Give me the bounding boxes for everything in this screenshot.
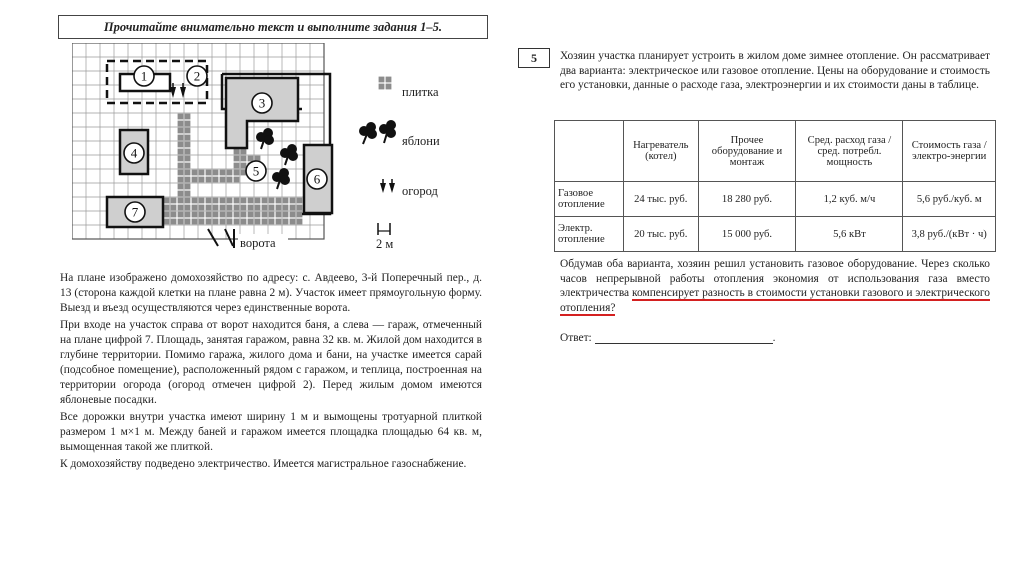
table-cell: 1,2 куб. м/ч — [796, 182, 903, 217]
table-row — [555, 182, 996, 217]
tile — [185, 128, 191, 134]
tile — [269, 205, 275, 211]
tile — [171, 198, 177, 204]
tile — [241, 219, 247, 225]
tile — [164, 198, 170, 204]
site-plan — [72, 43, 484, 265]
scale-label: 2 м — [376, 237, 394, 251]
tile — [192, 212, 198, 218]
tile — [386, 77, 392, 83]
tile — [178, 184, 184, 190]
tile — [234, 163, 240, 169]
table-cell: 5,6 руб./куб. м — [903, 182, 996, 217]
tile — [227, 219, 233, 225]
table-cell: 24 тыс. руб. — [624, 182, 699, 217]
tile — [199, 198, 205, 204]
tile — [185, 205, 191, 211]
table-header-row — [555, 121, 996, 182]
table-header-cell — [555, 121, 624, 182]
tile — [213, 170, 219, 176]
tile — [213, 177, 219, 183]
tile — [199, 205, 205, 211]
tile — [185, 198, 191, 204]
table-cell: Газовое отопление — [555, 182, 624, 217]
svg-text:7: 7 — [131, 204, 139, 220]
tile — [262, 212, 268, 218]
tile — [248, 212, 254, 218]
plan-number-6 — [307, 169, 327, 189]
tile — [379, 84, 385, 90]
gate-left — [208, 229, 218, 246]
tile — [255, 212, 261, 218]
table-cell: 20 тыс. руб. — [624, 217, 699, 252]
tile — [199, 170, 205, 176]
tile — [269, 219, 275, 225]
tile — [206, 170, 212, 176]
tile — [297, 219, 303, 225]
question-text — [560, 257, 990, 315]
tile — [164, 212, 170, 218]
tile — [290, 219, 296, 225]
tile — [178, 114, 184, 120]
tile — [241, 163, 247, 169]
tile — [178, 149, 184, 155]
tile — [171, 205, 177, 211]
tile — [227, 177, 233, 183]
tile — [248, 219, 254, 225]
tile — [178, 177, 184, 183]
table-header-cell: Сред. расход газа / сред. потребл. мощность — [796, 121, 903, 182]
tile — [178, 163, 184, 169]
tile — [262, 219, 268, 225]
tile — [269, 212, 275, 218]
tile — [206, 219, 212, 225]
tile — [213, 205, 219, 211]
tile — [220, 198, 226, 204]
tile — [290, 205, 296, 211]
tile — [290, 198, 296, 204]
tile — [290, 212, 296, 218]
tile — [248, 156, 254, 162]
tile — [220, 205, 226, 211]
tile — [220, 177, 226, 183]
task-number: 5 — [518, 48, 550, 68]
table-header-cell: Нагреватель (котел) — [624, 121, 699, 182]
svg-text:4: 4 — [130, 145, 138, 161]
table-cell: 18 280 руб. — [698, 182, 796, 217]
tile — [178, 142, 184, 148]
tile — [255, 219, 261, 225]
tile — [220, 212, 226, 218]
tile — [241, 198, 247, 204]
question-part-a: Обдумав оба варианта, хозяин решил установить газовое оборудование. Через сколько часов непрерывной работы отопления экономия от использования газа вместо электричества — [560, 258, 990, 299]
tile — [178, 128, 184, 134]
tile — [199, 177, 205, 183]
svg-text:5: 5 — [252, 163, 260, 179]
tile — [241, 212, 247, 218]
tile — [241, 205, 247, 211]
tile — [386, 84, 392, 90]
tile — [185, 163, 191, 169]
answer-row — [560, 331, 775, 344]
tile — [234, 212, 240, 218]
table-header-cell: Стоимость газа / электро-энергии — [903, 121, 996, 182]
table-cell: 15 000 руб. — [698, 217, 796, 252]
table-cell: 3,8 руб./(кВт · ч) — [903, 217, 996, 252]
tile — [185, 156, 191, 162]
tile — [297, 205, 303, 211]
tile — [206, 177, 212, 183]
tile-legend-icon — [379, 77, 392, 90]
table-header-cell: Прочее оборудование и монтаж — [698, 121, 796, 182]
tile — [185, 191, 191, 197]
tile — [178, 212, 184, 218]
tile — [178, 198, 184, 204]
tile — [185, 135, 191, 141]
cost-table — [554, 120, 996, 252]
tile — [283, 219, 289, 225]
svg-text:6: 6 — [313, 171, 321, 187]
plan-number-7 — [125, 202, 145, 222]
tile — [262, 198, 268, 204]
tile — [255, 205, 261, 211]
apple-tree-icon — [272, 168, 290, 189]
plan-paragraph-4: К домохозяйству подведено электричество. Имеется магистральное газоснабжение. — [60, 458, 467, 470]
tile — [178, 156, 184, 162]
tile — [248, 198, 254, 204]
table-cell: Электр. отопление — [555, 217, 624, 252]
svg-text:2: 2 — [193, 68, 201, 84]
apple-legend-icon — [359, 120, 396, 144]
plan-paragraph-3: Все дорожки внутри участка имеют ширину 1 м и вымощены тротуарной плиткой размером 1 м×1 м. Между баней и гаражом имеется площадка площадью 64 кв. м, вымощенная такой же плиткой. — [60, 411, 482, 453]
tile — [185, 121, 191, 127]
tile — [213, 198, 219, 204]
instructions-header: Прочитайте внимательно текст и выполните задания 1–5. — [58, 15, 488, 39]
tile — [220, 170, 226, 176]
tile — [192, 177, 198, 183]
gate-label: ворота — [240, 236, 276, 250]
tile — [185, 212, 191, 218]
tile — [213, 212, 219, 218]
tile — [178, 219, 184, 225]
task-text: Хозяин участка планирует устроить в жилом доме зимнее отопление. Он рассматривает два варианта: электрическое или газовое отопление. Цены на оборудование и стоимость его установки, данные о расходе газа, электроэнергии и их стоимости даны в таблице. — [560, 50, 990, 91]
tile — [171, 212, 177, 218]
tile — [178, 135, 184, 141]
tile — [283, 198, 289, 204]
tile — [269, 198, 275, 204]
tile — [276, 212, 282, 218]
tile — [206, 198, 212, 204]
tile — [234, 149, 240, 155]
tile — [234, 205, 240, 211]
tile — [227, 212, 233, 218]
legend-tile-label: плитка — [402, 85, 439, 99]
apple-trees — [256, 128, 298, 189]
tile — [185, 149, 191, 155]
plan-number-2 — [187, 66, 207, 86]
tile — [297, 212, 303, 218]
tile — [262, 205, 268, 211]
tile — [185, 114, 191, 120]
tile — [164, 205, 170, 211]
tile — [248, 205, 254, 211]
tile — [192, 170, 198, 176]
tile — [234, 156, 240, 162]
tile — [192, 205, 198, 211]
svg-text:1: 1 — [140, 68, 148, 84]
tile — [283, 205, 289, 211]
tile — [185, 177, 191, 183]
answer-dot: . — [772, 332, 776, 344]
plan-number-3 — [252, 93, 272, 113]
tile — [178, 205, 184, 211]
tile — [178, 170, 184, 176]
tile — [379, 77, 385, 83]
svg-text:3: 3 — [258, 95, 266, 111]
tile — [185, 170, 191, 176]
tile — [220, 219, 226, 225]
tile — [227, 198, 233, 204]
tile — [206, 212, 212, 218]
tile — [234, 219, 240, 225]
tile — [234, 198, 240, 204]
apple-tree-icon — [280, 144, 298, 165]
tile — [241, 149, 247, 155]
tile — [227, 205, 233, 211]
carrot-legend-icon — [380, 179, 395, 193]
tile — [199, 219, 205, 225]
tile — [206, 205, 212, 211]
table-row — [555, 217, 996, 252]
tile — [255, 198, 261, 204]
legend-apple-label: яблони — [402, 134, 440, 148]
plan-number-5 — [246, 161, 266, 181]
tile — [276, 198, 282, 204]
tile — [178, 191, 184, 197]
tile — [276, 205, 282, 211]
tile — [227, 170, 233, 176]
plan-number-1 — [134, 66, 154, 86]
tile — [241, 156, 247, 162]
plan-number-4 — [124, 143, 144, 163]
tile — [185, 142, 191, 148]
question-part-b-underlined: компенсирует разность в стоимости установки газового и электрического отопления? — [560, 287, 990, 314]
table-cell: 5,6 кВт — [796, 217, 903, 252]
tile — [213, 219, 219, 225]
tile — [234, 170, 240, 176]
plan-description — [60, 271, 482, 474]
tile — [171, 219, 177, 225]
tile — [192, 198, 198, 204]
plan-paragraph-1: На плане изображено домохозяйство по адресу: с. Авдеево, 3-й Поперечный пер., д. 13 (сторона каждой клетки на плане равна 2 м). Участок имеет прямоугольную форму. Выезд и въезд осуществляются через единственные ворота. — [60, 272, 482, 314]
tile — [234, 177, 240, 183]
legend-garden-label: огород — [402, 184, 438, 198]
tile — [185, 184, 191, 190]
apple-tree-icon — [256, 128, 274, 149]
tile — [283, 212, 289, 218]
tile — [192, 219, 198, 225]
plan-paragraph-2: При входе на участок справа от ворот находится баня, а слева — гараж, отмеченный на плане цифрой 7. Площадь, занятая гаражом, равна 32 кв. м. Жилой дом находится в глубине территории. Помимо гаража, жилого дома и бани, на участке имеется сарай (подсобное помещение), расположенный рядом с гаражом, и теплица, построенная на территории огорода (огород отмечен цифрой 2). Перед жилым домом имеются яблоневые посадки. — [60, 319, 482, 406]
answer-label: Ответ: — [560, 332, 592, 344]
tile — [199, 212, 205, 218]
tile — [185, 219, 191, 225]
answer-field[interactable] — [595, 331, 773, 344]
tile — [276, 219, 282, 225]
tile — [178, 121, 184, 127]
tile — [164, 219, 170, 225]
tile — [297, 198, 303, 204]
